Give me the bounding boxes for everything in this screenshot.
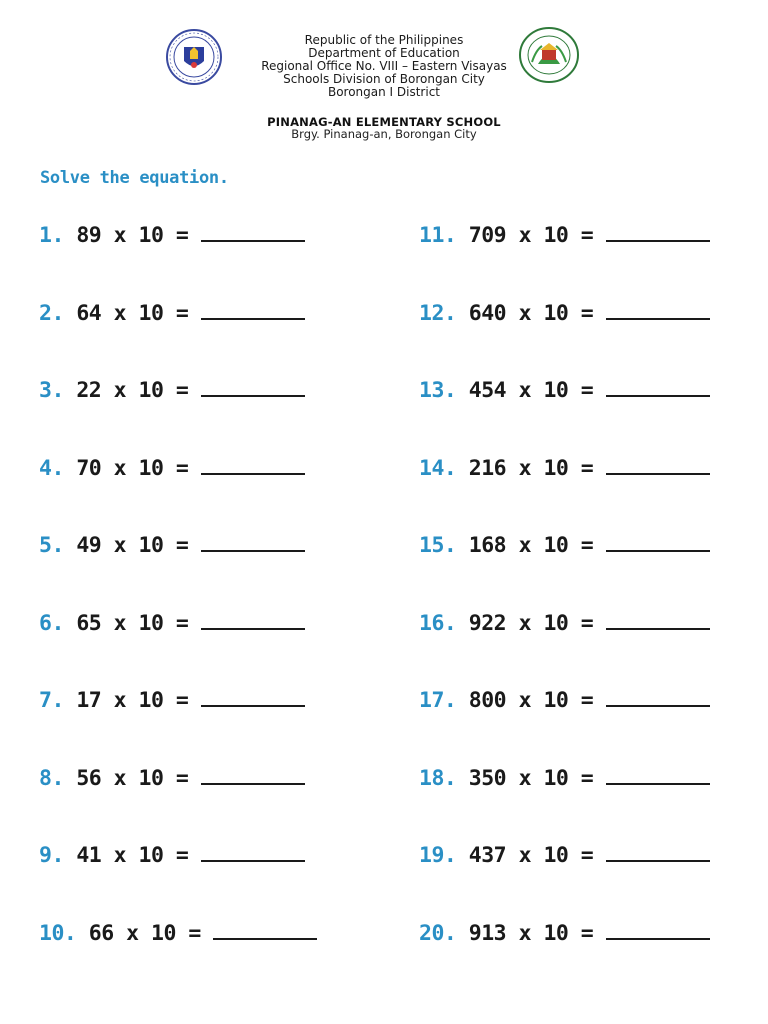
- answer-blank[interactable]: [201, 296, 305, 320]
- header-line: Department of Education: [308, 46, 460, 60]
- problem-item: [39, 606, 317, 684]
- answer-blank[interactable]: [201, 528, 305, 552]
- problem-item: [419, 916, 710, 994]
- answer-blank[interactable]: [201, 683, 305, 707]
- problem-item: [39, 218, 317, 296]
- answer-blank[interactable]: [606, 838, 710, 862]
- instruction-heading: Solve the equation.: [40, 168, 229, 188]
- header-line: Schools Division of Borongan City: [283, 72, 485, 86]
- problem-number: 1.: [39, 223, 64, 248]
- problem-expression: 49 x 10 =: [63, 533, 201, 558]
- answer-blank[interactable]: [201, 838, 305, 862]
- problem-expression: 640 x 10 =: [456, 300, 606, 326]
- problem-expression: 22 x 10 =: [63, 378, 201, 403]
- answer-blank[interactable]: [201, 761, 305, 785]
- school-address: Brgy. Pinanag-an, Borongan City: [291, 127, 477, 141]
- problem-number: 13.: [419, 378, 457, 403]
- problem-item: [39, 528, 317, 606]
- letterhead: [0, 0, 768, 150]
- problem-column-left: [39, 218, 317, 993]
- problem-item: [39, 761, 317, 839]
- answer-blank[interactable]: [201, 606, 305, 630]
- problem-item: [419, 606, 710, 684]
- problem-expression: 89 x 10 =: [63, 223, 201, 248]
- header-line: Borongan I District: [327, 85, 441, 99]
- answer-blank[interactable]: [606, 683, 710, 707]
- agency-lines: [234, 34, 534, 99]
- problem-column-right: [419, 218, 710, 993]
- problem-expression: 800 x 10 =: [456, 688, 606, 713]
- problem-number: 12.: [419, 300, 457, 326]
- problem-number: 3.: [39, 378, 64, 403]
- problem-item: [419, 528, 710, 606]
- problem-expression: 64 x 10 =: [63, 300, 201, 326]
- problem-number: 17.: [419, 688, 457, 713]
- answer-blank[interactable]: [213, 916, 317, 940]
- problem-number: 15.: [419, 533, 457, 558]
- header-line: Republic of the Philippines: [304, 33, 464, 47]
- problem-expression: 922 x 10 =: [456, 610, 606, 636]
- problem-expression: 168 x 10 =: [456, 533, 606, 558]
- problem-expression: 454 x 10 =: [456, 378, 606, 403]
- problem-number: 5.: [39, 533, 64, 558]
- answer-blank[interactable]: [606, 218, 710, 242]
- answer-blank[interactable]: [606, 451, 710, 475]
- problem-item: [39, 373, 317, 451]
- problem-item: [39, 451, 317, 529]
- problem-item: [419, 296, 710, 374]
- answer-blank[interactable]: [606, 916, 710, 940]
- problem-expression: 350 x 10 =: [456, 765, 606, 791]
- problem-item: [419, 373, 710, 451]
- problem-item: [39, 838, 317, 916]
- problem-number: 7.: [39, 688, 64, 713]
- answer-blank[interactable]: [201, 218, 305, 242]
- problem-item: [39, 296, 317, 374]
- header-line: Regional Office No. VIII – Eastern Visayas: [261, 59, 507, 73]
- deped-seal-icon: [166, 29, 222, 85]
- problem-number: 2.: [39, 300, 64, 326]
- problem-expression: 709 x 10 =: [456, 223, 606, 248]
- problem-item: [419, 218, 710, 296]
- problem-expression: 913 x 10 =: [456, 920, 606, 946]
- school-name: PINANAG-AN ELEMENTARY SCHOOL: [267, 115, 501, 129]
- problem-item: [419, 838, 710, 916]
- problem-item: [419, 761, 710, 839]
- problem-number: 11.: [419, 223, 457, 248]
- answer-blank[interactable]: [606, 606, 710, 630]
- answer-blank[interactable]: [606, 528, 710, 552]
- problem-number: 19.: [419, 843, 457, 868]
- problem-expression: 70 x 10 =: [63, 455, 201, 481]
- problem-item: [419, 683, 710, 761]
- problem-expression: 65 x 10 =: [63, 610, 201, 636]
- problem-expression: 66 x 10 =: [76, 920, 214, 946]
- problem-expression: 17 x 10 =: [63, 688, 201, 713]
- problem-number: 18.: [419, 765, 457, 791]
- problem-number: 8.: [39, 765, 64, 791]
- problem-item: [419, 451, 710, 529]
- answer-blank[interactable]: [606, 296, 710, 320]
- answer-blank[interactable]: [606, 761, 710, 785]
- problem-number: 16.: [419, 610, 457, 636]
- problem-expression: 437 x 10 =: [456, 843, 606, 868]
- problem-expression: 41 x 10 =: [63, 843, 201, 868]
- problem-item: [39, 916, 317, 994]
- problem-number: 9.: [39, 843, 64, 868]
- problem-number: 10.: [39, 920, 77, 946]
- answer-blank[interactable]: [201, 451, 305, 475]
- answer-blank[interactable]: [606, 373, 710, 397]
- problem-number: 6.: [39, 610, 64, 636]
- problem-expression: 216 x 10 =: [456, 455, 606, 481]
- problem-number: 20.: [419, 920, 457, 946]
- problem-number: 4.: [39, 455, 64, 481]
- problem-expression: 56 x 10 =: [63, 765, 201, 791]
- problem-item: [39, 683, 317, 761]
- problem-number: 14.: [419, 455, 457, 481]
- answer-blank[interactable]: [201, 373, 305, 397]
